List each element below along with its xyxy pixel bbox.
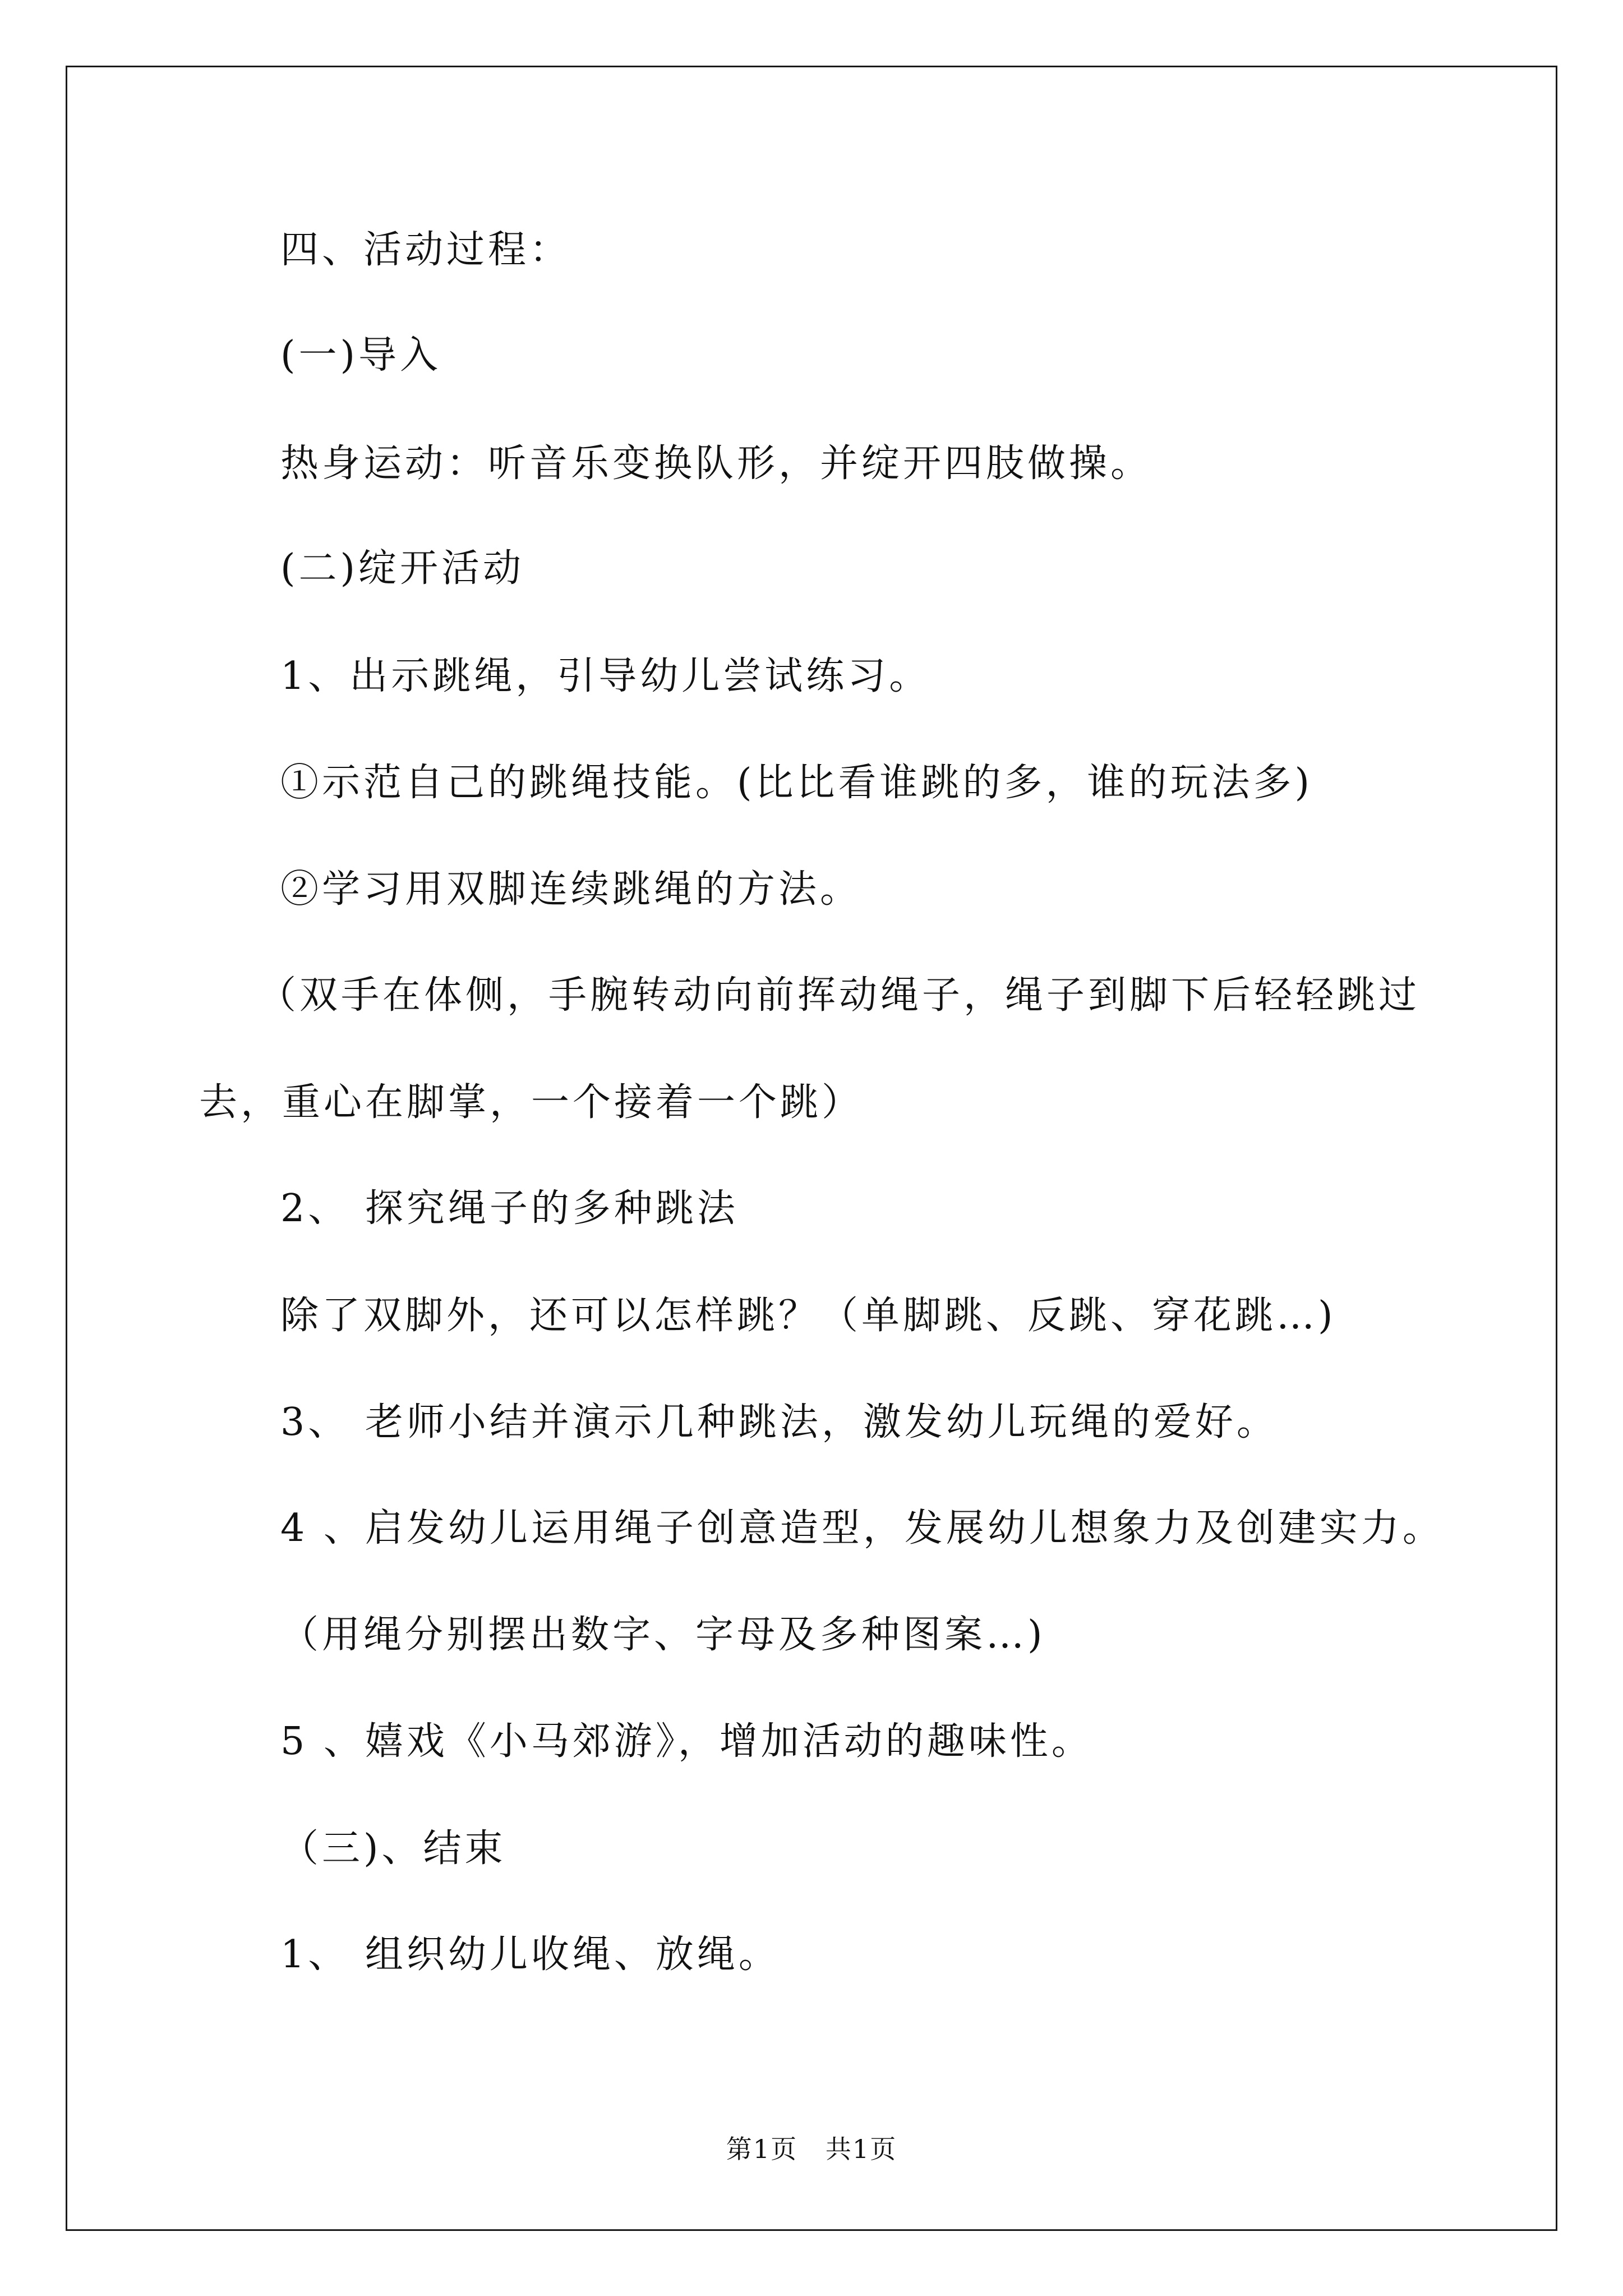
list-item-3: 3、 老师小结并演示几种跳法，激发幼儿玩绳的爱好。 [280,1400,1278,1444]
subheading-introduction: (一)导入 [280,333,442,378]
page-border [66,66,1557,2231]
list-subitem-2: ②学习用双脚连续跳绳的方法。 [280,867,862,912]
paragraph-jump-method: （双手在体侧，手腕转动向前挥动绳子，绳子到脚下后轻轻跳过 [258,973,1421,1018]
paragraph-rope-shapes: （用绳分别摆出数字、字母及多种图案…) [280,1613,1046,1657]
paragraph-other-jumps: 除了双脚外，还可以怎样跳？（单脚跳、反跳、穿花跳…) [280,1294,1336,1338]
subheading-activities: (二)绽开活动 [280,546,525,591]
list-item-1: 1、出示跳绳，引导幼儿尝试练习。 [280,654,931,698]
list-item-conclusion-1: 1、 组织幼儿收绳、放绳。 [280,1932,780,1977]
list-subitem-1: ①示范自己的跳绳技能。(比比看谁跳的多，谁的玩法多) [280,761,1313,805]
list-item-5: 5 、嬉戏《小马郊游》，增加活动的趣味性。 [280,1719,1093,1764]
page-footer: 第1页 共1页 [726,2134,897,2164]
section-heading-activity-process: 四、活动过程： [280,228,571,272]
subheading-conclusion: （三)、结束 [280,1826,506,1871]
list-item-2: 2、 探究绳子的多种跳法 [280,1186,739,1231]
paragraph-warm-up: 热身运动：听音乐变换队形，并绽开四肢做操。 [280,441,1152,486]
list-item-4: 4 、启发幼儿运用绳子创意造型，发展幼儿想象力及创建实力。 [280,1506,1444,1550]
paragraph-jump-method-continued: 去，重心在脚掌，一个接着一个跳） [199,1080,864,1125]
